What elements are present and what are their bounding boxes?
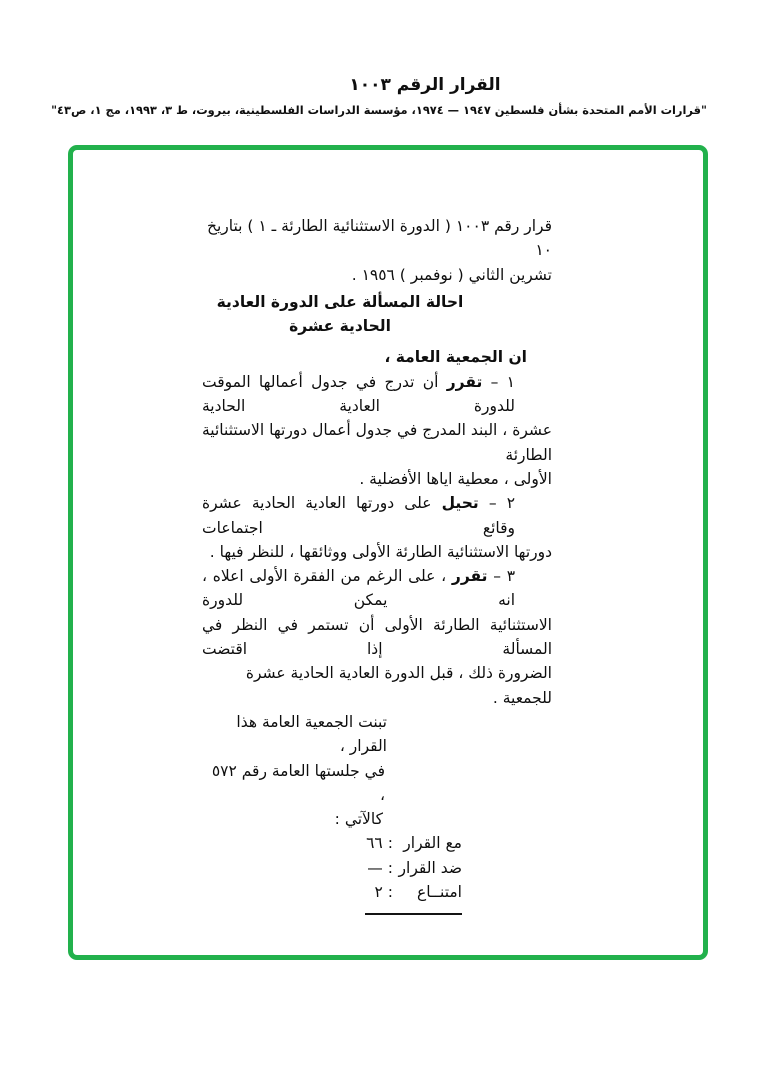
clause-3-number: ٣ – — [487, 567, 516, 586]
clause-3-line-1 — [202, 564, 552, 613]
vote-against-label: ضد القرار — [398, 858, 462, 877]
vote-against-value: — — [367, 858, 383, 877]
clause-2-text: على دورتها العادية الحادية عشرة وقائع اجتماعات — [202, 494, 515, 537]
vote-abstain-colon: : — [387, 883, 393, 902]
intro-line-2: تشرين الثاني ( نوفمبر ) ١٩٥٦ . — [351, 265, 552, 284]
heading-line-2: الحادية عشرة — [289, 317, 391, 336]
source-citation: "قرارات الأمم المتحدة بشأن فلسطين ١٩٤٧ — ١٩٧٤، مؤسسة الدراسات الفلسطينية، بيروت، ط ٣، ١٩٩٣، مج ١، ص٤٣" — [51, 103, 707, 117]
vote-for-colon: : — [387, 834, 393, 853]
clause-2-number: ٢ – — [478, 494, 516, 513]
vote-abstain-value: ٢ — [374, 883, 383, 902]
clause-2-line-1 — [202, 491, 552, 540]
clause-3-keyword: تقرر — [451, 567, 488, 586]
end-divider — [365, 913, 462, 915]
clause-1-line-3: الأولى ، معطية اياها الأفضلية . — [359, 469, 552, 488]
clause-1-line-1 — [202, 370, 552, 419]
heading-line-1: احالة المسألة على الدورة العادية — [216, 292, 464, 311]
clause-1-text: أن تدرج في جدول أعمالها الموقت للدورة العادية الحادية — [202, 372, 515, 416]
section-heading — [202, 290, 478, 339]
vote-for-label: مع القرار — [403, 834, 462, 853]
clause-1-line-2: عشرة ، البند المدرج في جدول أعمال دورتها الاستثنائية الطارئة — [202, 421, 552, 464]
vote-for-row — [202, 831, 462, 855]
clause-2-keyword: تحيل — [441, 494, 479, 513]
intro-line-1: قرار رقم ١٠٠٣ ( الدورة الاستثنائية الطارئة ـ ١ ) بتاريخ ١٠ — [206, 217, 552, 260]
vote-against-colon: : — [387, 858, 393, 877]
vote-abstain-label: امتنــاع — [416, 883, 462, 902]
clause-3-text: ، على الرغم من الفقرة الأولى اعلاه ، انه يمكن للدورة — [202, 567, 515, 610]
clause-2-line-2: دورتها الاستثنائية الطارئة الأولى ووثائقها ، للنظر فيها . — [209, 542, 552, 561]
clause-1 — [202, 370, 552, 491]
clause-3-line-3: الضرورة ذلك ، قبل الدورة العادية الحادية عشرة للجمعية . — [245, 664, 552, 707]
preamble: ان الجمعية العامة ، — [384, 348, 527, 367]
page-title: القرار الرقم ١٠٠٣ — [349, 75, 501, 95]
adoption-line-1: تبنت الجمعية العامة هذا القرار ، — [236, 712, 387, 756]
vote-abstain-row — [202, 880, 462, 904]
clause-1-keyword: تقرر — [446, 372, 483, 391]
vote-tally — [202, 831, 462, 904]
vote-against-row — [202, 856, 462, 880]
adoption-line-2: في جلستها العامة رقم ٥٧٢ ، — [211, 761, 385, 804]
document-body — [202, 214, 552, 915]
clause-3 — [202, 564, 552, 710]
clause-1-number: ١ – — [482, 372, 515, 391]
vote-for-value: ٦٦ — [366, 834, 383, 853]
adoption-line-3: كالآتي : — [334, 810, 383, 829]
clause-3-line-2: الاستثنائية الطارئة الأولى أن تستمر في النظر في المسألة إذا اقتضت — [202, 615, 552, 659]
clause-2 — [202, 491, 552, 564]
